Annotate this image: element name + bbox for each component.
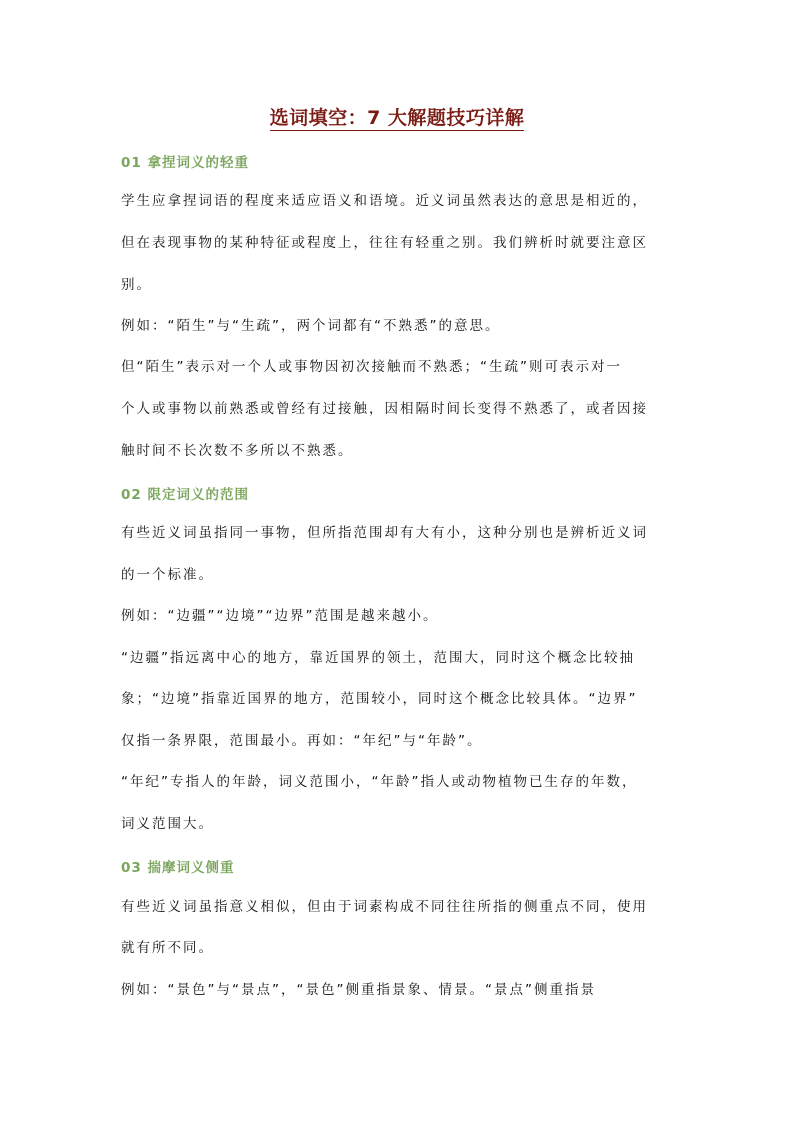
paragraph-line: 例如：“景色”与“景点”，“景色”侧重指景象、情景。“景点”侧重指景: [121, 982, 596, 998]
paragraph-line: 例如：“边疆”“边境”“边界”范围是越来越小。: [121, 608, 439, 624]
paragraph-line: 的一个标准。: [121, 567, 214, 583]
section-heading-01: 01 拿捏词义的轻重: [121, 155, 249, 171]
paragraph-line: 个人或事物以前熟悉或曾经有过接触，因相隔时间长变得不熟悉了，或者因接: [121, 401, 648, 417]
paragraph-line: “年纪”专指人的年龄，词义范围小，“年龄”指人或动物植物已生存的年数，: [121, 774, 638, 790]
paragraph-line: 象；“边境”指靠近国界的地方，范围较小，同时这个概念比较具体。“边界”: [121, 691, 638, 707]
paragraph-line: 但“陌生”表示对一个人或事物因初次接触而不熟悉；“生疏”则可表示对一: [121, 359, 622, 375]
paragraph-line: 别。: [121, 277, 152, 293]
paragraph-line: 仅指一条界限，范围最小。再如：“年纪”与“年龄”。: [121, 733, 483, 749]
paragraph-line: “边疆”指远离中心的地方，靠近国界的领土，范围大，同时这个概念比较抽: [121, 650, 635, 666]
paragraph-line: 例如：“陌生”与“生疏”，两个词都有“不熟悉”的意思。: [121, 318, 501, 334]
paragraph-line: 但在表现事物的某种特征或程度上，往往有轻重之别。我们辨析时就要注意区: [121, 235, 648, 251]
document-title: [0, 103, 794, 130]
section-heading-03: 03 揣摩词义侧重: [121, 860, 235, 876]
section-heading-02: 02 限定词义的范围: [121, 487, 249, 503]
paragraph-line: 有些近义词虽指同一事物，但所指范围却有大有小，这种分别也是辨析近义词: [121, 525, 648, 541]
paragraph-line: 就有所不同。: [121, 940, 214, 956]
paragraph-line: 词义范围大。: [121, 816, 214, 832]
document-title-text: 选词填空：7 大解题技巧详解: [269, 107, 525, 129]
paragraph-line: 有些近义词虽指意义相似，但由于词素构成不同往往所指的侧重点不同，使用: [121, 899, 648, 915]
paragraph-line: 触时间不长次数不多所以不熟悉。: [121, 443, 354, 459]
paragraph-line: 学生应拿捏词语的程度来适应语义和语境。近义词虽然表达的意思是相近的，: [121, 193, 648, 209]
